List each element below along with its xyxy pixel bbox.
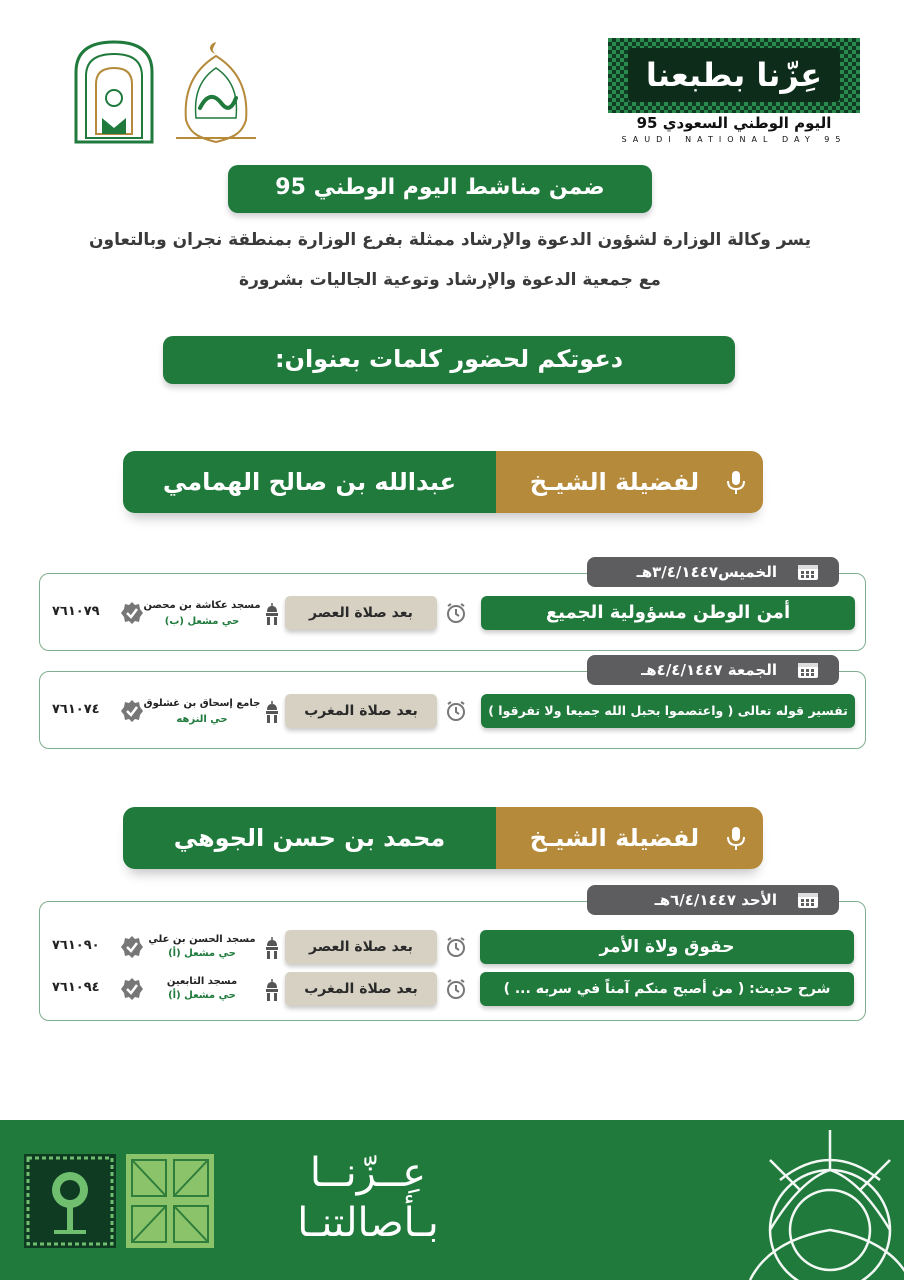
- mosque-icon: [264, 700, 280, 724]
- sheikh-banner: [123, 451, 763, 513]
- sheikh-honorific-box: [496, 451, 763, 513]
- dawah-logo: [170, 38, 262, 146]
- intro-line1: يسر وكالة الوزارة لشؤون الدعوة والإرشاد ممثلة بفرع الوزارة بمنطقة نجران وبالتعاون: [89, 230, 811, 250]
- event-title: ضمن مناشط اليوم الوطني 95: [228, 165, 652, 213]
- sheikh-honorific: لفضيلة الشيـخ: [529, 468, 700, 496]
- footer-band: [0, 1120, 904, 1280]
- footer-slogan-line2: بـأصالتنـا: [297, 1200, 439, 1246]
- date-tab: [587, 557, 839, 587]
- session-date: الأحد ٦/٤/١٤٤٧هـ: [654, 891, 777, 909]
- ministry-logo: [72, 38, 156, 146]
- prayer-time: بعد صلاة العصر: [285, 930, 437, 964]
- ministry-logo-text: [72, 38, 156, 39]
- date-tab: [587, 885, 839, 915]
- mosque-name: مسجد عكاشة بن محصن: [143, 600, 261, 611]
- sheikh-honorific-box: [496, 807, 763, 869]
- clock-icon: [445, 700, 467, 722]
- mosque-code: ٧٦١٠٧٩: [52, 604, 100, 619]
- check-badge-icon: [120, 601, 144, 625]
- mosque-name: جامع إسحاق بن غشلوق: [143, 698, 261, 709]
- prayer-time: بعد صلاة العصر: [285, 596, 437, 630]
- clock-icon: [445, 978, 467, 1000]
- national-day-logo-text: عِزّنا بطبعنا: [645, 56, 823, 94]
- mosque-district: حي النزهه: [176, 714, 228, 725]
- mosque-icon: [264, 978, 280, 1002]
- session-card: [39, 901, 866, 1021]
- invite-heading: دعوتكم لحضور كلمات بعنوان:: [163, 336, 735, 384]
- mosque-district: حي مشعل (ب): [164, 616, 240, 627]
- session-date: الخميس٣/٤/١٤٤٧هـ: [636, 563, 777, 581]
- mosque-code: ٧٦١٠٩٤: [52, 980, 100, 995]
- calendar-icon: [797, 661, 819, 679]
- national-day-line1: اليوم الوطني السعودي 95: [636, 114, 832, 132]
- session-topic: حقوق ولاة الأمر: [480, 930, 854, 964]
- sheikh-name: عبدالله بن صالح الهمامي: [123, 451, 496, 513]
- microphone-icon: [723, 825, 749, 851]
- mosque-district: حي مشعل (أ): [168, 948, 236, 959]
- national-day-line2: SAUDI NATIONAL DAY 95: [621, 135, 847, 144]
- session-topic: تفسير قوله تعالى ( واعتصموا بحبل الله جميعا ولا تفرقوا ): [481, 694, 855, 728]
- check-badge-icon: [120, 935, 144, 959]
- geometric-ornament: [710, 1120, 904, 1280]
- geometric-pattern-tile: [126, 1154, 214, 1248]
- prayer-time: بعد صلاة المغرب: [285, 694, 437, 728]
- mosque-name: مسجد التابعين: [166, 976, 238, 987]
- tree-pattern-tile: [24, 1154, 116, 1248]
- mosque-icon: [264, 602, 280, 626]
- sheikh-honorific: لفضيلة الشيـخ: [529, 824, 700, 852]
- mosque-district: حي مشعل (أ): [168, 990, 236, 1001]
- date-tab: [587, 655, 839, 685]
- session-date: الجمعة ٤/٤/١٤٤٧هـ: [641, 661, 777, 679]
- mosque-code: ٧٦١٠٧٤: [52, 702, 100, 717]
- mosque-code: ٧٦١٠٩٠: [52, 938, 100, 953]
- check-badge-icon: [120, 977, 144, 1001]
- sheikh-name: محمد بن حسن الجوهي: [123, 807, 496, 869]
- footer-slogan-line1: عِــزّنــا: [309, 1150, 427, 1196]
- national-day-logo: [608, 38, 860, 148]
- check-badge-icon: [120, 699, 144, 723]
- clock-icon: [445, 936, 467, 958]
- mosque-icon: [264, 936, 280, 960]
- sheikh-banner: [123, 807, 763, 869]
- session-topic: شرح حديث: ( من أصبح منكم آمناً في سربه ... ): [480, 972, 854, 1006]
- calendar-icon: [797, 563, 819, 581]
- clock-icon: [445, 602, 467, 624]
- session-topic: أمن الوطن مسؤولية الجميع: [481, 596, 855, 630]
- intro-line2: مع جمعية الدعوة والإرشاد وتوعية الجاليات بشرورة: [239, 270, 661, 290]
- calendar-icon: [797, 891, 819, 909]
- microphone-icon: [723, 469, 749, 495]
- prayer-time: بعد صلاة المغرب: [285, 972, 437, 1006]
- mosque-name: مسجد الحسن بن علي: [148, 934, 256, 945]
